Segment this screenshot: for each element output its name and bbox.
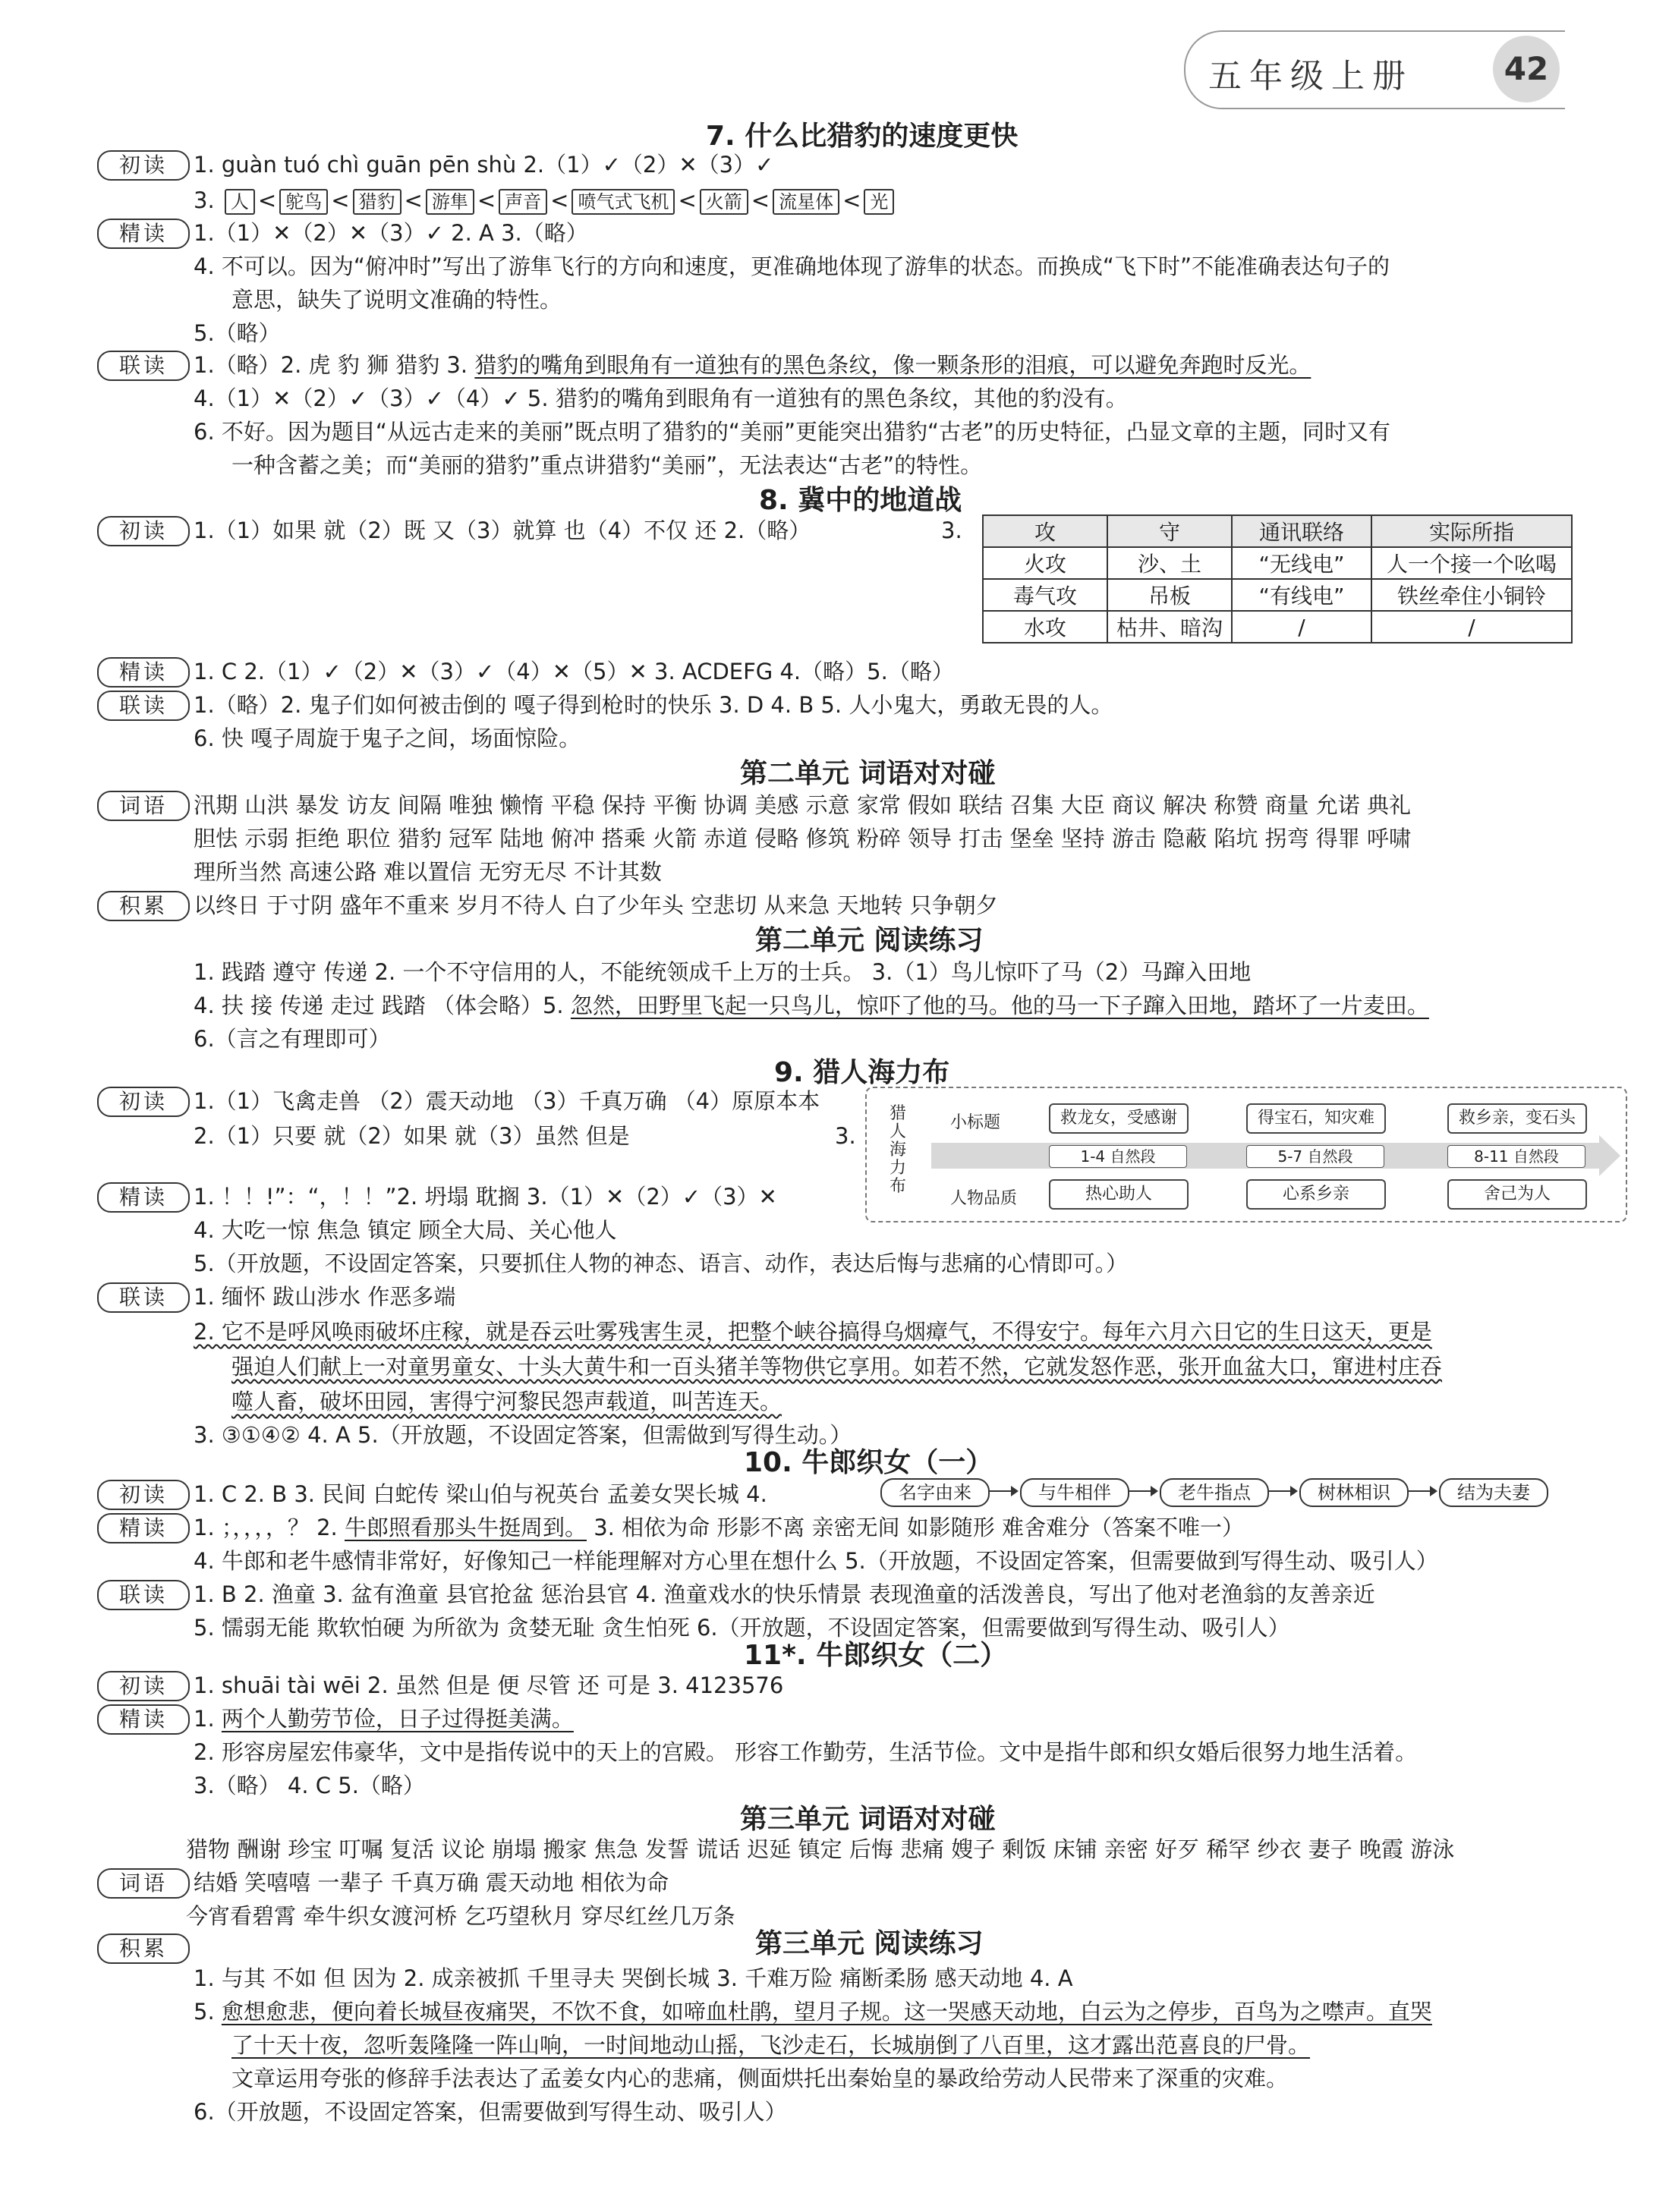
s10-line3: 4. 牛郎和老牛感情非常好，好像知己一样能理解对方心里在想什么 5.（开放题，不设固定答案，但需要做到写得生动、吸引人）: [194, 1548, 1438, 1574]
s7-line1: 1. guàn tuó chì guān pēn shù 2.（1）✓（2）✕（3）✓: [194, 152, 774, 178]
hailibu-diagram: [865, 1087, 1627, 1222]
u3r-line3: 了十天十夜，忽听轰隆隆一阵山响，一时间地动山摇，飞沙走石，长城崩倒了八百里，这才露出范喜良的尸骨。: [231, 2032, 1311, 2058]
s9-line10: 3. ③①④② 4. A 5.（开放题，不设固定答案，但需做到写得生动。）: [194, 1422, 852, 1448]
u2w-line2: 胆怯 示弱 拒绝 职位 猎豹 冠军 陆地 俯冲 搭乘 火箭 赤道 侵略 修筑 粉碎 领导 打击 堡垒 坚持 游击 隐蔽 陷坑 拐弯 得罪 呼啸: [194, 826, 1412, 851]
table-header: 通讯联络: [1232, 515, 1371, 547]
s9-line9: 噬人畜，破坏田园，害得宁河黎民怨声载道，叫苦连天。: [231, 1389, 782, 1414]
s9-line3: 1. ！！!”：“，！！”2. 坍塌 耽搁 3.（1）✕（2）✓（3）✕: [194, 1184, 777, 1210]
s9-line5: 5.（开放题，不设固定答案，只要抓住人物的神态、语言、动作，表达后悔与悲痛的心情即可。）: [194, 1251, 1129, 1276]
tag-chudu: 初读: [97, 1087, 190, 1117]
s7-line5: 意思，缺失了说明文准确的特性。: [231, 287, 562, 313]
u2r-line3: 6.（言之有理即可）: [194, 1026, 391, 1052]
s8-line4: 6. 快 嘎子周旋于鬼子之间，场面惊险。: [194, 725, 581, 751]
unit3-words-title: 第三单元 词语对对碰: [740, 1804, 996, 1835]
subtitle-cell: 救乡亲，变石头: [1447, 1103, 1587, 1134]
row-label-quality: 人物品质: [950, 1189, 1018, 1208]
flow-step: 与牛相伴: [1020, 1478, 1129, 1507]
flow-step: 老牛指点: [1160, 1478, 1269, 1507]
s8-line1-num: 3.: [941, 518, 962, 543]
flow-step: 名字由来: [880, 1478, 990, 1507]
subtitle-cell: 得宝石，知灾难: [1246, 1103, 1386, 1134]
tag-liandu: 联读: [97, 1580, 190, 1610]
s9-line1: 1.（1）飞禽走兽 （2）震天动地 （3）千真万确 （4）原原本本: [194, 1088, 820, 1114]
s10-line5: 5. 懦弱无能 欺软怕硬 为所欲为 贪婪无耻 贪生怕死 6.（开放题，不设固定答案，但需要做到写得生动、吸引人）: [194, 1615, 1290, 1641]
table-row: 水攻 枯井、暗沟 / /: [983, 611, 1572, 643]
tag-jilei: 积累: [97, 1934, 190, 1964]
u2w-line3: 理所当然 高速公路 难以置信 无穷无尽 不计其数: [194, 859, 662, 885]
s10-line1: 1. C 2. B 3. 民间 白蛇传 梁山伯与祝英台 孟姜女哭长城 4.: [194, 1481, 767, 1507]
s9-line4: 4. 大吃一惊 焦急 镇定 顾全大局、关心他人: [194, 1217, 617, 1243]
u3r-line2: 5. 愈想愈悲，便向着长城昼夜痛哭，不饮不食，如啼血杜鹃，望月子规。这一哭感天动地，白云为之停步，百鸟为之噤声。直哭: [194, 1999, 1432, 2025]
s9-line6: 1. 缅怀 跋山涉水 作恶多端: [194, 1284, 456, 1310]
flow-arrow: [1267, 1490, 1296, 1492]
s11-line2: 1. 两个人勤劳节俭，日子过得挺美满。: [194, 1706, 574, 1732]
s11-line4: 3.（略） 4. C 5.（略）: [194, 1773, 425, 1798]
page-header: [1184, 30, 1565, 109]
tag-jingdu: 精读: [97, 219, 190, 249]
table-header: 实际所指: [1371, 515, 1572, 547]
table-row: 毒气攻 吊板 “有线电” 铁丝牵住小铜铃: [983, 579, 1572, 611]
u3r-line1: 1. 与其 不如 但 因为 2. 成亲被抓 千里寻夫 哭倒长城 3. 千难万险 痛断柔肠 感天动地 4. A: [194, 1965, 1073, 1991]
tag-chudu: 初读: [97, 516, 190, 546]
tag-jingdu: 精读: [97, 1513, 190, 1543]
tag-jingdu: 精读: [97, 1704, 190, 1735]
paragraph-range: 5-7 自然段: [1246, 1145, 1384, 1168]
tag-chudu: 初读: [97, 1480, 190, 1510]
u2w-line1: 汛期 山洪 暴发 访友 间隔 唯独 懒惰 平稳 保持 平衡 协调 美感 示意 家常 假如 联结 召集 大臣 商议 解决 称赞 商量 允诺 典礼: [194, 792, 1412, 818]
tag-ciyu: 词语: [97, 1868, 190, 1899]
u2r-line2: 4. 扶 接 传递 走过 践踏 （体会略）5. 忽然，田野里飞起一只鸟儿，惊吓了他的马。他的马一下子蹿入田地，踏坏了一片麦田。: [194, 993, 1429, 1018]
quality-cell: 热心助人: [1049, 1179, 1189, 1210]
diagram-side-title: 猎人海力布: [889, 1104, 906, 1196]
tag-chudu: 初读: [97, 1671, 190, 1701]
s9-line2-num: 3.: [835, 1123, 856, 1149]
tag-liandu: 联读: [97, 351, 190, 381]
s7-line6: 5.（略）: [194, 320, 281, 346]
u3w-line2: 结婚 笑嘻嘻 一辈子 千真万确 震天动地 相依为命: [194, 1870, 669, 1896]
section-10-title: 10. 牛郎织女（一）: [744, 1447, 993, 1478]
s8-line2: 1. C 2.（1）✓（2）✕（3）✓（4）✕（5）✕ 3. ACDEFG 4.（略）5.（略）: [194, 659, 954, 684]
quality-cell: 心系乡亲: [1246, 1179, 1386, 1210]
section-7-title: 7. 什么比猎豹的速度更快: [706, 121, 1019, 152]
unit2-words-title: 第二单元 词语对对碰: [740, 758, 996, 789]
u3r-line5: 6.（开放题，不设固定答案，但需要做到写得生动、吸引人）: [194, 2099, 787, 2125]
s11-line1: 1. shuāi tài wēi 2. 虽然 但是 便 尽管 还 可是 3. 4123576: [194, 1672, 784, 1698]
s7-line3: 1.（1）✕（2）✕（3）✓ 2. A 3.（略）: [194, 220, 588, 246]
u2r-line1: 1. 践踏 遵守 传递 2. 一个不守信用的人，不能统领成千上万的士兵。 3.（1）鸟儿惊吓了马（2）马蹿入田地: [194, 959, 1252, 985]
tag-liandu: 联读: [97, 1282, 190, 1313]
row-label-subtitle: 小标题: [950, 1113, 1001, 1132]
section-9-title: 9. 猎人海力布: [774, 1057, 950, 1088]
s7-line7: 1.（略）2. 虎 豹 狮 猎豹 3. 猎豹的嘴角到眼角有一道独有的黑色条纹，像一颗条形的泪痕，可以避免奔跑时反光。: [194, 352, 1311, 378]
s9-line8: 强迫人们献上一对童男童女、十头大黄牛和一百头猪羊等物供它享用。如若不然，它就发怒作恶，张开血盆大口，窜进村庄吞: [231, 1354, 1443, 1380]
tag-liandu: 联读: [97, 691, 190, 721]
table-row: 火攻 沙、土 “无线电” 人一个接一个吆喝: [983, 547, 1572, 579]
s8-line3: 1.（略）2. 鬼子们如何被击倒的 嘎子得到枪时的快乐 3. D 4. B 5. 人小鬼大，勇敢无畏的人。: [194, 692, 1113, 718]
s9-line7: 2. 它不是呼风唤雨破坏庄稼，就是吞云吐雾残害生灵，把整个峡谷搞得乌烟瘴气，不得安宁。每年六月六日它的生日这天，更是: [194, 1319, 1432, 1345]
s7-line8: 4.（1）✕（2）✓（3）✓（4）✓ 5. 猎豹的嘴角到眼角有一道独有的黑色条纹，其他的豹没有。: [194, 385, 1128, 411]
flow-arrow: [988, 1490, 1017, 1492]
s10-line2: 1. ；，，，，？ 2. 牛郎照看那头牛挺周到。 3. 相依为命 形影不离 亲密无间 如影随形 难舍难分（答案不唯一）: [194, 1515, 1244, 1540]
u3r-line4: 文章运用夸张的修辞手法表达了孟姜女内心的悲痛，侧面烘托出秦始皇的暴政给劳动人民带来了深重的灾难。: [231, 2066, 1289, 2091]
section-8-title: 8. 冀中的地道战: [759, 485, 962, 516]
s7-line4: 4. 不可以。因为“俯冲时”写出了游隼飞行的方向和速度，更准确地体现了游隼的状态。而换成“飞下时”不能准确表达句子的: [194, 253, 1390, 279]
s9-line2: 2.（1）只要 就（2）如果 就（3）虽然 但是: [194, 1123, 630, 1149]
u2w-line4: 以终日 于寸阴 盛年不重来 岁月不待人 白了少年头 空悲切 从来急 天地转 只争朝夕: [194, 892, 998, 918]
tag-ciyu: 词语: [97, 791, 190, 821]
u3w-line3: 今宵看碧霄 牵牛织女渡河桥 乞巧望秋月 穿尽红丝几万条: [186, 1903, 735, 1929]
grade-label: 五年级上册: [1208, 57, 1413, 96]
diagram-arrowhead: [1599, 1135, 1620, 1176]
s7-speed-order: 3. 人 < 鸵鸟 < 猎豹 < 游隼 < 声音 < 喷气式飞机 < 火箭 < 流星体 < 光: [194, 186, 897, 215]
quality-cell: 舍己为人: [1447, 1179, 1587, 1210]
flow-step: 结为夫妻: [1439, 1478, 1548, 1507]
page-number: 42: [1493, 36, 1560, 102]
attack-defense-table: [982, 514, 1573, 643]
tag-chudu: 初读: [97, 150, 190, 181]
paragraph-range: 1-4 自然段: [1049, 1145, 1187, 1168]
subtitle-cell: 救龙女，受感谢: [1049, 1103, 1189, 1134]
unit3-reading-title: 第三单元 阅读练习: [755, 1928, 984, 1959]
flow-step: 树林相识: [1299, 1478, 1409, 1507]
table-header: 守: [1107, 515, 1232, 547]
s7-line9: 6. 不好。因为题目“从远古走来的美丽”既点明了猎豹的“美丽”更能突出猎豹“古老”的历史特征，凸显文章的主题，同时又有: [194, 419, 1391, 445]
unit2-reading-title: 第二单元 阅读练习: [755, 925, 984, 956]
u3w-line1: 猎物 酬谢 珍宝 叮嘱 复活 议论 崩塌 搬家 焦急 发誓 谎话 迟延 镇定 后悔 悲痛 嫂子 剩饭 床铺 亲密 好歹 稀罕 纱衣 妻子 晚霞 游泳: [186, 1836, 1455, 1862]
tag-jingdu: 精读: [97, 657, 190, 688]
s8-line1: 1.（1）如果 就（2）既 又（3）就算 也（4）不仅 还 2.（略）: [194, 518, 811, 543]
table-header: 攻: [983, 515, 1107, 547]
section-11-title: 11*. 牛郎织女（二）: [744, 1640, 1008, 1671]
tag-jingdu: 精读: [97, 1182, 190, 1213]
flow-arrow: [1128, 1490, 1157, 1492]
s7-line10: 一种含蓄之美；而“美丽的猎豹”重点讲猎豹“美丽”，无法表达“古老”的特性。: [231, 452, 983, 478]
tag-jilei: 积累: [97, 891, 190, 921]
s11-line3: 2. 形容房屋宏伟豪华，文中是指传说中的天上的宫殿。 形容工作勤劳，生活节俭。文中是指牛郎和织女婚后很努力地生活着。: [194, 1739, 1418, 1765]
paragraph-range: 8-11 自然段: [1447, 1145, 1585, 1168]
s10-line4: 1. B 2. 渔童 3. 盆有渔童 县官抢盆 惩治县官 4. 渔童戏水的快乐情景 表现渔童的活泼善良，写出了他对老渔翁的友善亲近: [194, 1581, 1375, 1607]
flow-arrow: [1407, 1490, 1436, 1492]
